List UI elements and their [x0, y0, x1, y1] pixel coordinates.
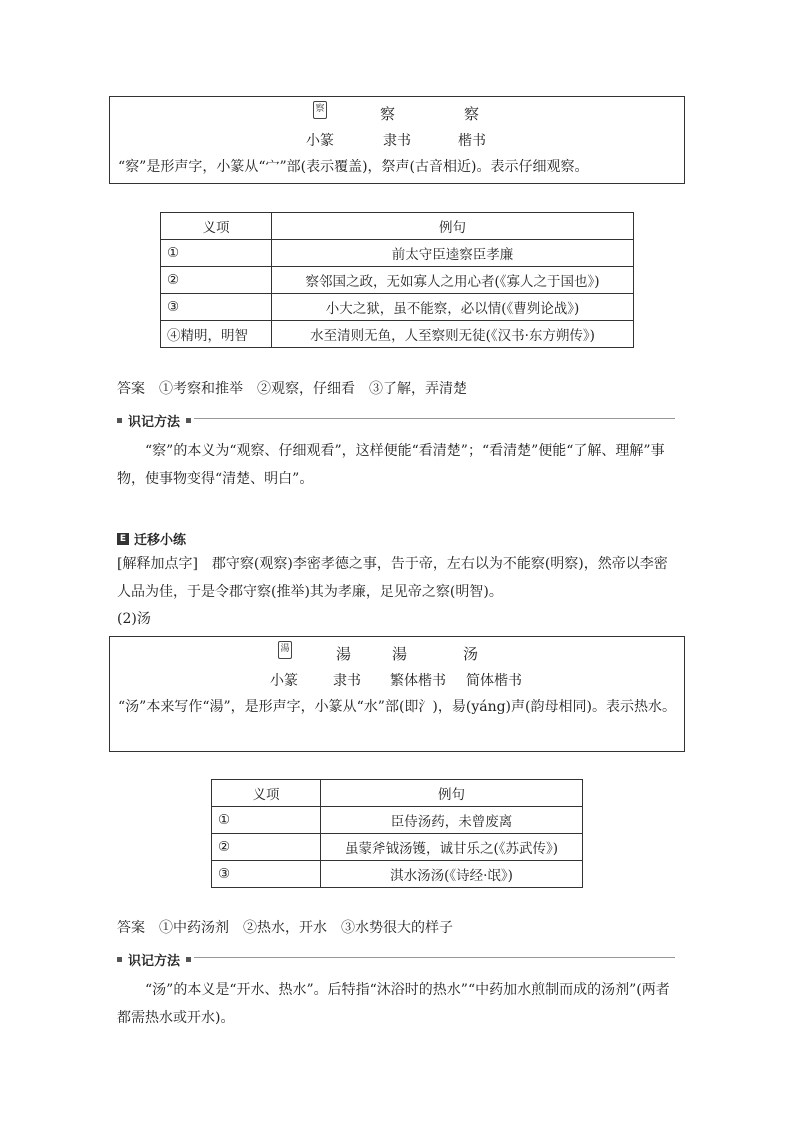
subsection-title-tang: (2)汤: [117, 611, 151, 627]
char-explanation: “汤”本来写作“湯”，是形声字，小篆从“水”部(即氵)，昜(yáng)声(韵母相同)。表示热水。: [118, 699, 676, 715]
table-header-row: [212, 780, 583, 807]
meaning-table-cha: [160, 212, 634, 348]
meaning-cell: ①: [212, 807, 321, 834]
memory-method-heading: 识记方法: [117, 411, 195, 430]
traditional-glyph: 湯: [392, 645, 408, 663]
meaning-table-tang: [211, 779, 583, 888]
char-explanation: “察”是形声字，小篆从“宀”部(表示覆盖)，祭声(古音相近)。表示仔细观察。: [118, 159, 589, 175]
example-cell: 水至清则无鱼，人至察则无徒(《汉书·东方朔传》): [272, 321, 634, 348]
meaning-cell: ②: [161, 267, 272, 294]
memory-method-heading: 识记方法: [117, 950, 195, 969]
label-simplified-regular: 简体楷书: [466, 673, 522, 689]
example-cell: 臣侍汤药，未曾废离: [321, 807, 583, 834]
meaning-cell: ③: [212, 861, 321, 888]
answer-tang: 答案 ①中药汤剂 ②热水，开水 ③水势很大的样子: [117, 920, 453, 936]
table-row: [212, 834, 583, 861]
square-bullet-icon: [117, 957, 122, 962]
char-evolution-box-cha: [109, 96, 685, 184]
example-cell: 察邻国之政，无如寡人之用心者(《寡人之于国也》): [272, 267, 634, 294]
example-cell: 虽蒙斧钺汤镬，诚甘乐之(《苏武传》): [321, 834, 583, 861]
example-cell: 小大之狱，虽不能察，必以情(《曹刿论战》): [272, 294, 634, 321]
table-row: [212, 861, 583, 888]
example-cell: 淇水汤汤(《诗经·氓》): [321, 861, 583, 888]
header-example: 例句: [321, 780, 583, 807]
header-meaning: 义项: [161, 213, 272, 240]
simplified-glyph: 汤: [463, 645, 479, 663]
header-example: 例句: [272, 213, 634, 240]
square-bullet-icon: [117, 418, 122, 423]
table-row: [161, 321, 634, 348]
table-row: [161, 240, 634, 267]
meaning-cell: ③: [161, 294, 272, 321]
answer-cha: 答案 ①考察和推举 ②观察，仔细看 ③了解，弄清楚: [117, 381, 467, 397]
memory-method-text-cha: “察”的本义为“观察、仔细观看”，这样便能“看清楚”；“看清楚”便能“了解、理解”事物，使事物变得“清楚、明白”。: [117, 443, 665, 487]
practice-heading: E 迁移小练: [117, 529, 186, 548]
clerical-glyph: 湯: [336, 645, 352, 663]
label-seal-script: 小篆: [306, 133, 334, 149]
header-meaning: 义项: [212, 780, 321, 807]
meaning-cell: ②: [212, 834, 321, 861]
practice-text: [解释加点字] 郡守察(观察)李密孝德之事，告于帝，左右以为不能察(明察)，然帝以李密人品为佳，于是令郡守察(推举)其为孝廉，足见帝之察(明智)。: [117, 556, 668, 600]
section-divider: [194, 957, 675, 958]
example-cell: 前太守臣逵察臣孝廉: [272, 240, 634, 267]
label-clerical-script: 隶书: [383, 133, 411, 149]
label-traditional-regular: 繁体楷书: [390, 673, 446, 689]
table-row: [161, 267, 634, 294]
meaning-cell: ④精明，明智: [161, 321, 272, 348]
label-seal-script: 小篆: [270, 673, 298, 689]
meaning-cell: ①: [161, 240, 272, 267]
table-row: [212, 807, 583, 834]
clerical-glyph: 察: [380, 105, 396, 123]
square-bullet-icon: [186, 957, 191, 962]
regular-glyph: 察: [464, 105, 480, 123]
char-evolution-box-tang: [109, 636, 685, 752]
table-row: [161, 294, 634, 321]
seal-script-icon: 湯: [278, 641, 292, 659]
seal-script-icon: 察: [313, 101, 327, 119]
square-bullet-icon: [186, 418, 191, 423]
table-header-row: [161, 213, 634, 240]
practice-icon: E: [117, 533, 129, 545]
label-clerical-script: 隶书: [333, 673, 361, 689]
label-regular-script: 楷书: [458, 133, 486, 149]
section-divider: [194, 418, 675, 419]
memory-method-text-tang: “汤”的本义是“开水、热水”。后特指“沐浴时的热水”“中药加水煎制而成的汤剂”(两者都需热水或开水)。: [117, 982, 670, 1026]
